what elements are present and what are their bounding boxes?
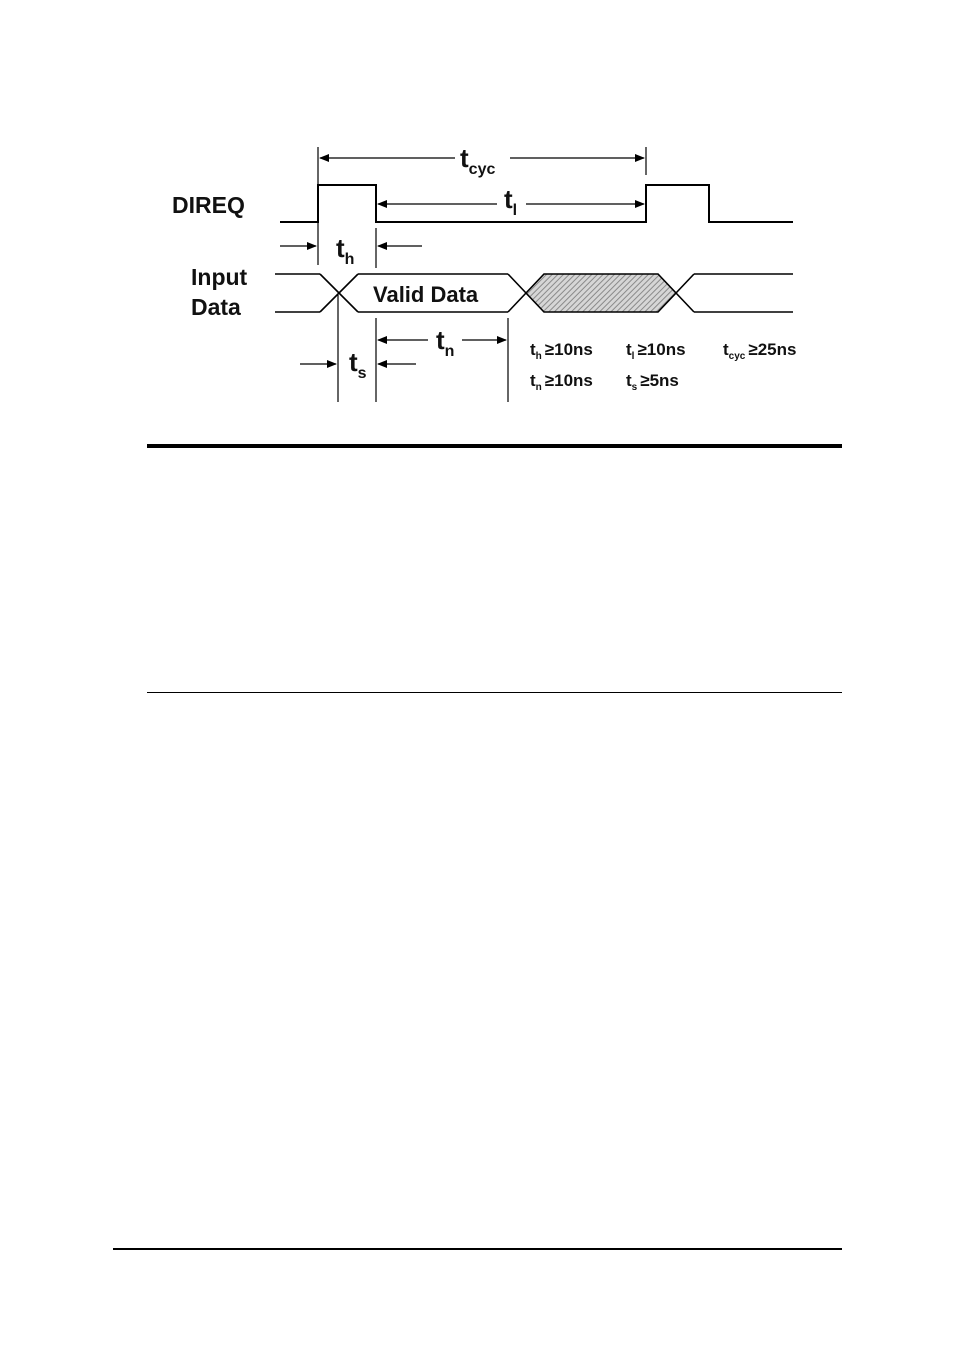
table-top-rule xyxy=(147,444,842,448)
footer-rule xyxy=(113,1248,842,1250)
spec-tcyc: $t_{cyc} \ge 25ns$ xyxy=(723,340,797,362)
table-bottom-rule xyxy=(147,692,842,693)
spec-tl: $t_l \ge 10ns$ xyxy=(626,340,686,362)
tcyc-label: $t_{cyc}$ xyxy=(460,143,496,178)
tl-label: $t_l$ xyxy=(504,184,518,219)
spec-th: $t_h \ge 10ns$ xyxy=(530,340,593,362)
th-label: $t_h$ xyxy=(336,233,355,268)
input-label: Input xyxy=(191,264,248,290)
spec-ts: $t_s \ge 5ns$ xyxy=(626,371,679,393)
data-label: Data xyxy=(191,294,241,320)
hatched-invalid-data xyxy=(526,274,676,312)
ts-label: $t_s$ xyxy=(349,347,367,382)
tn-label: $t_n$ xyxy=(436,325,455,360)
spec-tn: $t_n \ge 10ns$ xyxy=(530,371,593,393)
timing-diagram xyxy=(0,0,954,440)
direq-label: DIREQ xyxy=(172,192,245,218)
valid-data-label: Valid Data xyxy=(373,282,479,307)
